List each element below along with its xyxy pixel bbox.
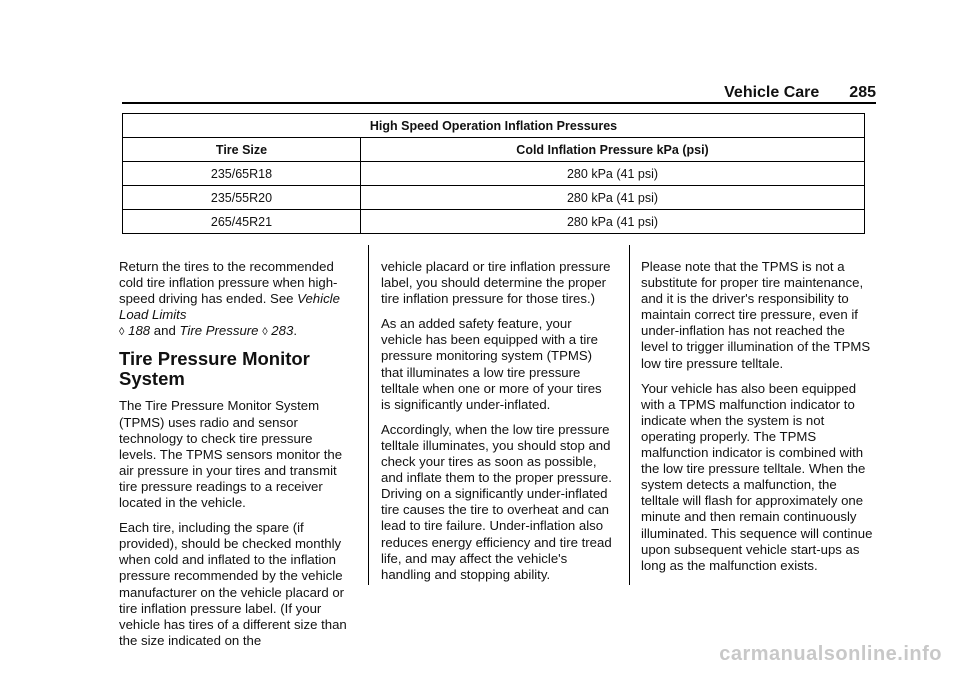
watermark: carmanualsonline.info [719, 643, 942, 665]
paragraph: Accordingly, when the low tire pressure telltale illuminates, you should stop and check your tires as soon as possible, and inflate them to the proper pressure. Driving on a significantly under-inflated tire causes the tire to overheat and can lead to tire failure. Under-inflation also reduces energy efficiency and tire tread life, and may affect the vehicle's handling and stopping ability. [381, 421, 612, 582]
xref-arrow-icon: ◊ [119, 326, 125, 339]
page-header [724, 84, 876, 102]
inflation-pressure-table [122, 113, 865, 234]
column-header-pressure: Cold Inflation Pressure kPa (psi) [361, 138, 865, 162]
table-header-row [123, 138, 865, 162]
xref-page-188[interactable]: 188 [128, 323, 151, 339]
paragraph: Please note that the TPMS is not a substitute for proper tire maintenance, and it is the driver's responsibility to maintain correct tire pressure, even if under-inflation has not reached the level to trigger illumination of the TPMS low tire pressure telltale. [641, 259, 871, 371]
xref-tire-pressure[interactable]: Tire Pressure [179, 323, 259, 339]
header-page-number: 285 [849, 84, 876, 101]
header-section-title: Vehicle Care [724, 84, 820, 101]
column-header-tire-size: Tire Size [123, 138, 361, 162]
table-title: High Speed Operation Inflation Pressures [123, 114, 865, 138]
xref-arrow-icon: ◊ [262, 326, 268, 339]
tire-size-cell: 265/45R21 [123, 210, 361, 234]
header-rule [122, 102, 876, 104]
xref-page-283[interactable]: 283 [271, 323, 294, 339]
text-column-3 [641, 259, 873, 583]
xref-and-text: and [153, 323, 176, 339]
paragraph: Your vehicle has also been equipped with a TPMS malfunction indicator to indicate when the system is not operating properly. The TPMS malfunction indicator is combined with the low tire pressure telltale. When the system detects a malfunction, the telltale will flash for approximately one minute and then remain continuously illuminated. This sequence will continue upon subsequent vehicle start-ups as long as the malfunction exists. [641, 380, 873, 573]
text-column-1 [119, 259, 351, 658]
table-row [123, 186, 865, 210]
table-title-row [123, 114, 865, 138]
paragraph: The Tire Pressure Monitor System (TPMS) uses radio and sensor technology to check tire pressure levels. The TPMS sensors monitor the air pressure in your tires and transmit tire pressure readings to a receiver located in the vehicle. [119, 398, 343, 511]
pressure-cell: 280 kPa (41 psi) [361, 186, 865, 210]
tire-size-cell: 235/55R20 [123, 186, 361, 210]
table-row [123, 162, 865, 186]
paragraph: vehicle placard or tire inflation pressure label, you should determine the proper tire inflation pressure for those tires.) [381, 259, 611, 307]
section-heading: Tire Pressure Monitor System [119, 348, 310, 390]
paragraph: Each tire, including the spare (if provided), should be checked monthly when cold and inflated to the inflation pressure recommended by the vehicle manufacturer on the vehicle placard or tire inflation pressure label. (If your vehicle has tires of a different size than the size indicated on the [119, 520, 347, 648]
pressure-cell: 280 kPa (41 psi) [361, 162, 865, 186]
intro-text: Return the tires to the recommended cold tire inflation pressure when high-speed driving has ended. See [119, 259, 338, 307]
table-row [123, 210, 865, 234]
pressure-cell: 280 kPa (41 psi) [361, 210, 865, 234]
column-divider [368, 245, 369, 585]
tire-size-cell: 235/65R18 [123, 162, 361, 186]
column-divider [629, 245, 630, 585]
xref-vehicle-load-limits[interactable]: Vehicle Load Limits [119, 291, 340, 323]
paragraph: As an added safety feature, your vehicle has been equipped with a tire pressure monitoring system (TPMS) that illuminates a low tire pressure telltale when one or more of your tires is significantly under-inflated. [381, 316, 602, 412]
text-column-2 [381, 259, 613, 592]
intro-paragraph: Return the tires to the recommended cold tire inflation pressure when high-speed driving has ended. See Vehicle Load Limits ◊ 188 and Tire Pressure ◊ 283. [119, 259, 340, 339]
